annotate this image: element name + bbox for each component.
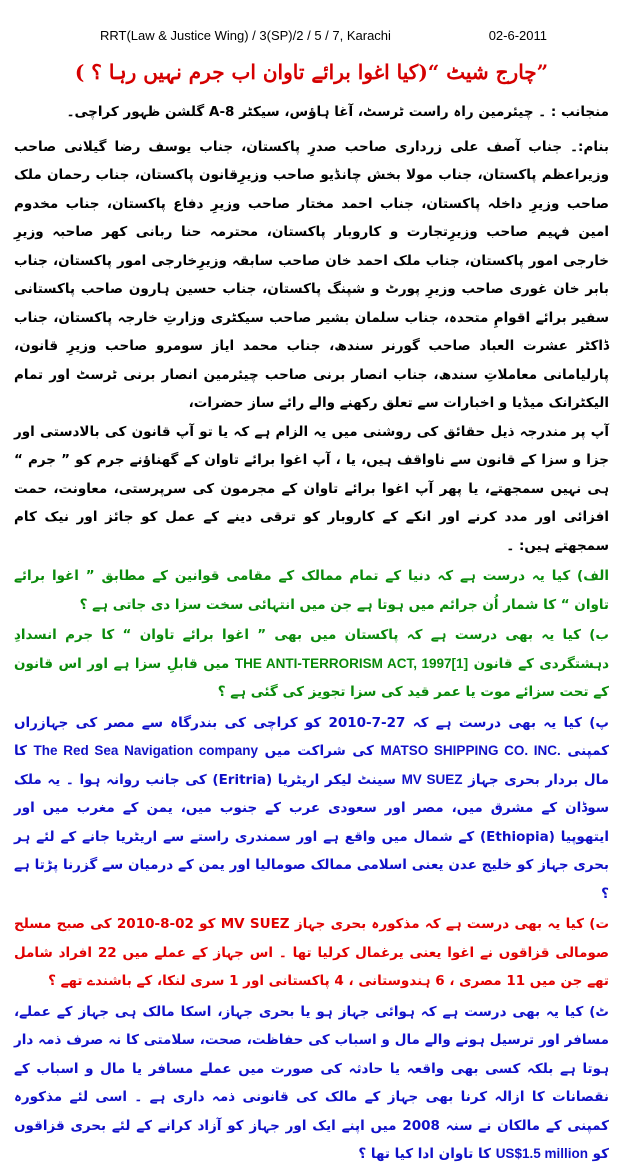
question-tay: ت) کیا یہ بھی درست ہے کہ مذکورہ بحری جہاز MV SUEZ کو 02-8-2010 کی صبح مسلح صومالی قزاقوں نے اغوا یعنی یرغمال کرلیا تھا ۔ اس جہاز کے عملے میں 22 افراد شامل تھے جن میں 11 مصری ، 6 ہندوستانی ، 4 پاکستانی اور 1 سری لنکا، کے باشندے تھے ؟ (14, 916, 610, 989)
question-ttay-text-1: ٹ) کیا یہ بھی درست ہے کہ ہوائی جہاز ہو یا بحری جہاز، اسکا مالک ہی جہاز کے عملے، مسافر اور ترسیل ہونے والے مال و اسباب کی حفاظت، صحت، سلامتی کا نہ صرف ذمہ دار ہوتا ہے بلکہ کسی بھی واقعہ یا حادثہ کی صورت میں عملے مسافر یا مال و اسباب کے نقصانات کا ازالہ کرنا بھی جہاز کے مالک کی قانونی ذمہ داری ہے ۔ اسی لئے مذکورہ کمپنی کے مالکان نے سنہ 2008 میں اپنے ایک اور جہاز کو آزاد کرانے کے لئے بحری قزاقوں کو (14, 1003, 609, 1162)
reference-number: RRT(Law & Justice Wing) / 3(SP)/2 / 5 / 7, Karachi (100, 27, 391, 43)
charge-paragraph: آپ پر مندرجہ ذیل حقائق کی روشنی میں یہ الزام ہے کہ یا تو آپ قانون کی بالادستی اور جزا و سزا کے قانون سے ناواقف ہیں، یا ، آپ اغوا برائے تاوان کے گھناؤنے جرم کو ” جرم “ ہی نہیں سمجھتے، یا پھر آپ اغوا برائے تاوان کے مجرمون کی سرپرستی، معاونت، حمت افزائی اور مدد کرنے اور انکے کے کاروبار کو ترقی دینے کے عمل کو جائز اور نیک کام سمجھتے ہیں: ۔ (14, 423, 609, 554)
document-header (14, 0, 609, 44)
question-bay-text-1: ب) کیا یہ بھی درست ہے کہ پاکستان میں بھی ” اغوا برائے تاوان “ کا جرم انسدادِ دہشتگردی کے قانون (14, 627, 609, 672)
ransom-amount: US$1.5 million (495, 1146, 588, 1161)
question-ttay (14, 998, 609, 1169)
question-pay-text-3: کا مال بردار بحری جہاز (14, 743, 610, 788)
anti-terrorism-act-citation: THE ANTI-TERRORISM ACT, 1997[1] (234, 655, 469, 671)
company-name-red-sea: The Red Sea Navigation company (33, 743, 259, 758)
addressees-paragraph: بنام:۔ جناب آصف علی زرداری صاحب صدرِ پاکستان، جناب یوسف رضا گیلانی صاحب وزیراعظم پاکستان، جناب مولا بخش چانڈیو صاحب وزیرِقانون پاکستان، جناب رحمان ملک صاحب وزیرِ داخلہ پاکستان، جناب احمد مختار صاحب وزیرِ دفاع پاکستان، جناب مخدوم امین فہیم صاحب وزیرِتجارت و کاروبار پاکستان، محترمہ حنا ربانی کھر صاحبہ وزیرِ خارجی امور پاکستان، جناب ملک احمد خان صاحب سابقہ وزیرِخارجی امور پاکستان، جناب بابر خان غوری صاحب وزیرِ پورٹ و شپنگ پاکستان، جناب حسین ہارون صاحب پاکستانی سفیر برائے اقوامِ متحدہ، جناب سلمان بشیر صاحب سیکٹری وزارتِ خارجہ پاکستان، جناب ڈاکٹر عشرت العباد صاحب گورنر سندھ، جناب محمد ایاز سومرو صاحب وزیرِ قانون، پارلیامانی معاملاتِ سندھ، جناب انصار برنی صاحب چیئرمین انصار برنی ٹرسٹ اور تمام الیکٹرانک میڈیا و اخبارات سے تعلق رکھنے والے رائے ساز حضرات، (14, 138, 609, 411)
question-bay-text-2: میں قابلِ سزا ہے اور اس قانون کے تحت سزائے موت یا عمر قید کی سزا تجویز کی گئی ہے ؟ (14, 655, 609, 700)
document-title: ”چارج شیٹ “(کیا اغوا برائے تاوان اب جرم نہیں رہا ؟ ) (74, 60, 549, 84)
document-date: 02-6-2011 (488, 27, 547, 43)
question-ttay-text-2: کا تاوان ادا کیا تھا ؟ (358, 1146, 491, 1162)
document-body (14, 98, 609, 1169)
question-pay (14, 709, 609, 909)
question-bay (14, 621, 609, 707)
question-pay-text-2: کی شراکت میں (264, 743, 374, 759)
ship-name: MV SUEZ (401, 771, 463, 787)
from-line: منجانب : ۔ چیئرمین راہ راست ٹرسٹ، آغا ہاؤس، سیکٹر 8-A گلشن ظہور کراچی۔ (66, 104, 609, 120)
question-pay-text-1: پ) کیا یہ بھی درست ہے کہ 27-7-2010 کو کراچی کی بندرگاہ سے مصر کی جہازراں کمپنی (14, 714, 610, 759)
question-pay-text-4: سینٹ لیکر اریٹریا (Eritria) کی جانب روانہ ہوا ۔ یہ ملک سوڈان کے مشرق میں، مصر اور سعودی عرب کے جنوب میں، یمن کے مغرب میں اور ایتھوپیا (Ethiopia) کے شمال میں واقع ہے اور سمندری راستے سے اریٹریا جانے کے لئے ہر بحری جہاز کو خلیج عدن یعنی اسلامی ممالک صومالیا اور یمن کے درمیان سے گزرنا پڑتا ہے ؟ (14, 771, 609, 902)
question-alif: الف) کیا یہ درست ہے کہ دنیا کے تمام ممالک کے مقامی قوانین کے مطابق ” اغوا برائے تاوان “ کا شمار اُن جرائم میں ہوتا ہے جن میں انتہائی سخت سزا دی جاتی ہے ؟ (14, 568, 609, 613)
company-name-matso: MATSO SHIPPING CO. INC. (380, 743, 561, 758)
